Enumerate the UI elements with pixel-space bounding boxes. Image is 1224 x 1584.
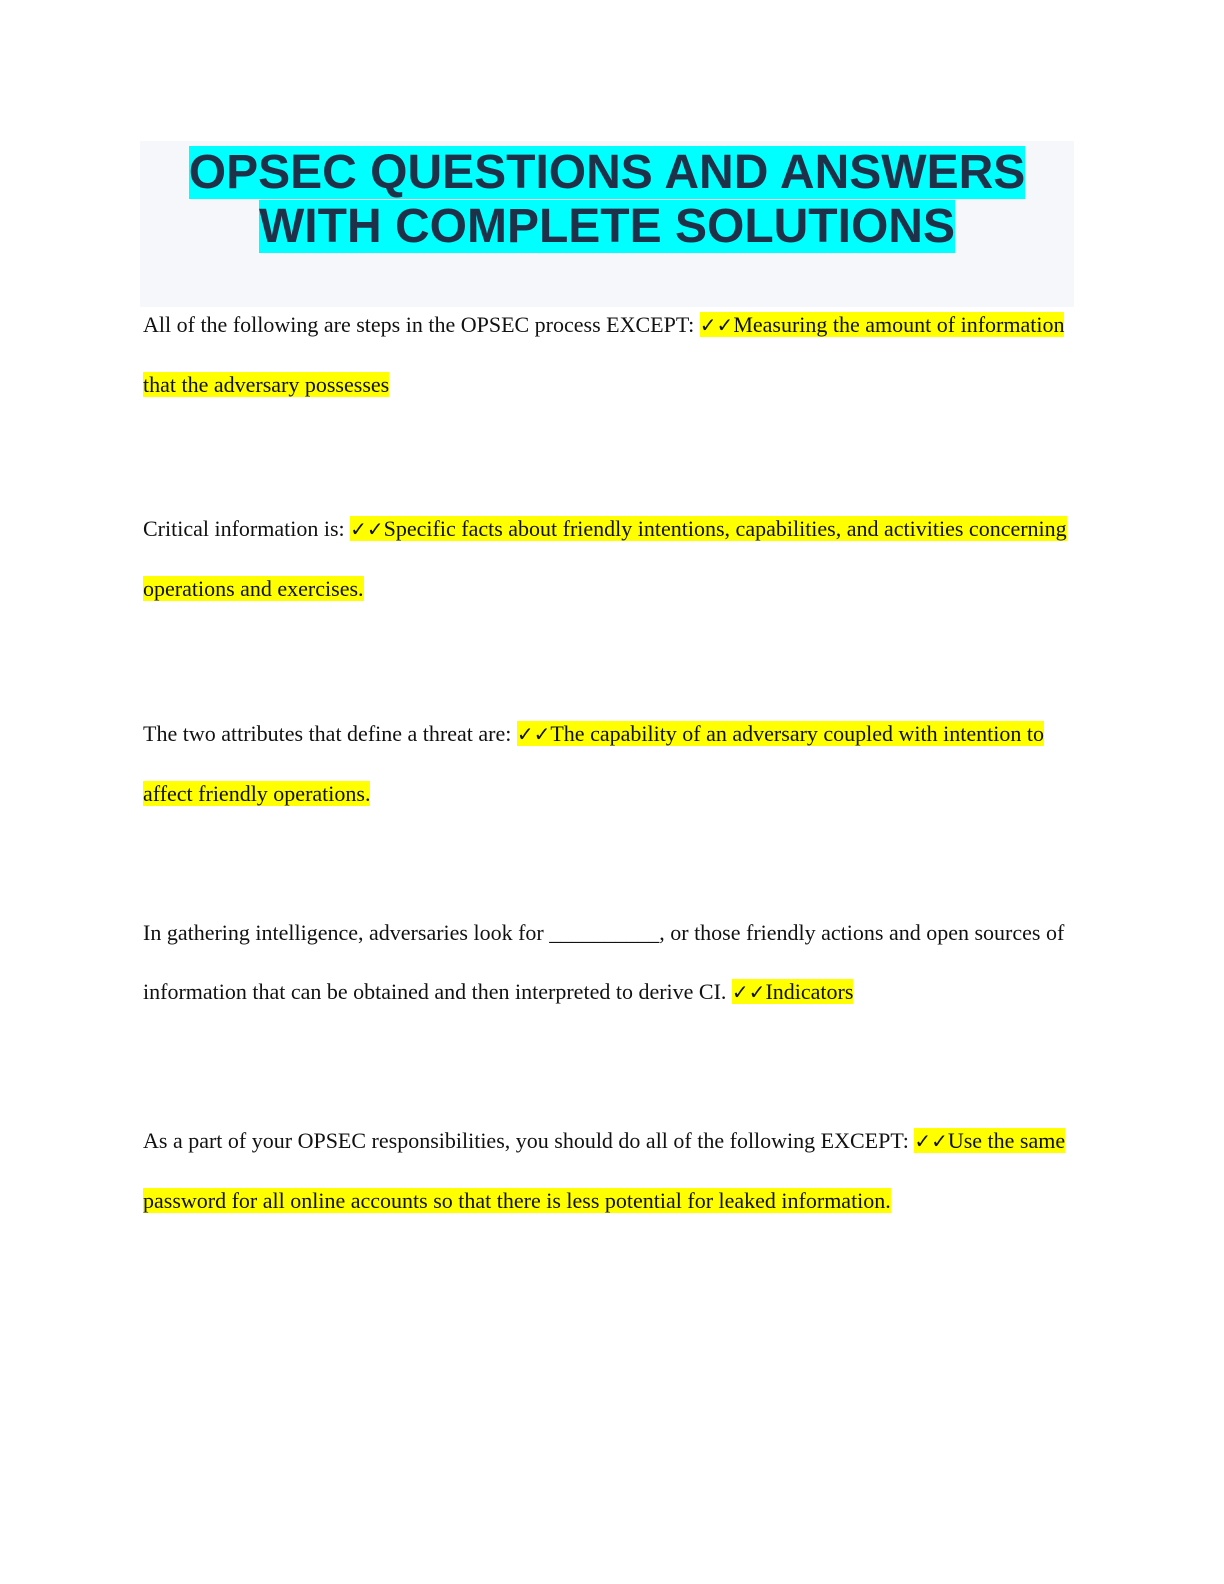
document-title [140,141,1074,254]
answer-text: The capability of an adversary coupled with intention to affect friendly operations. [143,721,1044,806]
question-text: All of the following are steps in the OPSEC process EXCEPT: [143,312,700,337]
answer-text: Indicators [765,979,854,1004]
question-text: Critical information is: [143,516,351,541]
question-text: In gathering intelligence, adversaries look for __________, or those friendly actions and open sources of information that can be obtained and then interpreted to derive CI. [143,920,1065,1004]
checkmark-icon: ✓✓ [350,517,384,541]
checkmark-icon: ✓✓ [699,313,734,337]
qa-item-4 [143,903,1073,1022]
qa-item-1 [143,295,1073,414]
title-line-1: OPSEC QUESTIONS AND ANSWERS [188,146,1026,199]
question-text: As a part of your OPSEC responsibilities, you should do all of the following EXCEPT: [143,1128,915,1153]
answer-text: Use the same password for all online accounts so that there is less potential for leaked information. [143,1128,1066,1213]
checkmark-icon: ✓✓ [731,980,766,1004]
checkmark-icon: ✓✓ [516,722,551,746]
answer-text: Specific facts about friendly intentions, capabilities, and activities concerning operations and exercises. [143,516,1067,601]
qa-item-5 [143,1111,1073,1230]
answer-highlight [732,979,853,1004]
title-line-2: WITH COMPLETE SOLUTIONS [259,200,955,253]
answer-text: Measuring the amount of information that the adversary possesses [143,312,1065,397]
qa-item-2 [143,499,1073,618]
checkmark-icon: ✓✓ [914,1129,948,1153]
question-text: The two attributes that define a threat are: [143,721,517,746]
title-banner [140,141,1074,307]
qa-item-3 [143,704,1073,823]
